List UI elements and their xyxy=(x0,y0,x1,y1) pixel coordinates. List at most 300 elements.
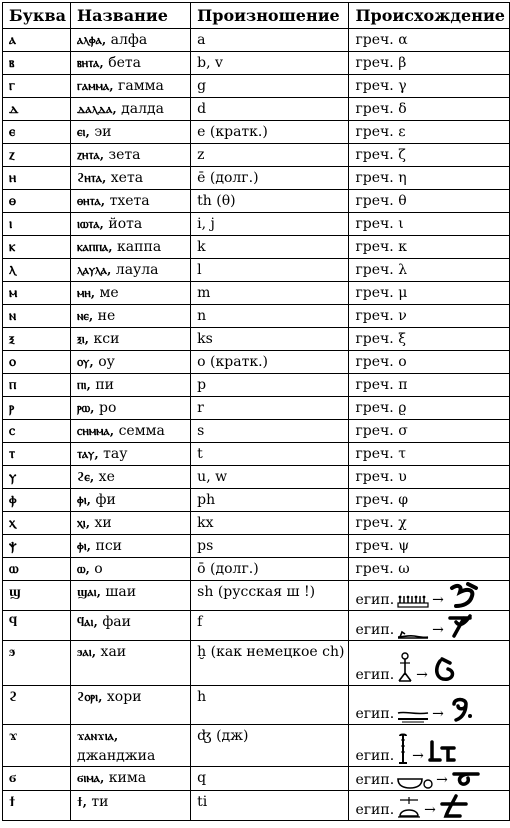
letter-name-cell xyxy=(70,282,190,305)
origin-label: греч. xyxy=(355,170,394,186)
header-origin: Происхождение xyxy=(349,3,510,29)
coptic-letter: ⲭ xyxy=(3,512,71,535)
coptic-letter: ⲗ xyxy=(3,259,71,282)
table-row xyxy=(3,791,510,821)
origin-cell xyxy=(349,725,510,767)
origin-cell xyxy=(349,443,510,466)
pronunciation: d xyxy=(191,98,349,121)
greek-source-letter: δ xyxy=(398,101,407,117)
hieroglyph-cobra-icon xyxy=(396,732,410,766)
table-row xyxy=(3,167,510,190)
coptic-name: ⲭⲓ, xyxy=(76,515,91,530)
russian-name: алфа xyxy=(106,32,148,48)
coptic-name: ⲱ, xyxy=(76,561,90,576)
origin-cell xyxy=(349,641,510,686)
origin-label: егип. xyxy=(355,592,395,608)
table-row xyxy=(3,535,510,558)
arrow-icon: → xyxy=(424,802,436,818)
origin-cell xyxy=(349,581,510,611)
russian-name: ро xyxy=(94,400,117,416)
hieroglyph-snake-icon xyxy=(396,706,430,724)
russian-name: тхета xyxy=(105,193,150,209)
coptic-name: ⲥⲏⲙⲙⲁ, xyxy=(76,423,115,438)
coptic-letter: ⲫ xyxy=(3,489,71,512)
origin-label: греч. xyxy=(355,101,394,117)
table-row xyxy=(3,259,510,282)
table-row xyxy=(3,581,510,611)
pronunciation: q xyxy=(191,767,349,791)
coptic-name: ⲕⲁⲡⲡⲁ, xyxy=(76,239,113,254)
letter-name-cell xyxy=(70,611,190,641)
hieroglyph xyxy=(396,590,430,610)
letter-name-cell xyxy=(70,75,190,98)
coptic-letter: ϩ xyxy=(3,686,71,725)
demotic-sign xyxy=(446,582,482,610)
hieroglyph xyxy=(396,704,430,724)
letter-name-cell xyxy=(70,351,190,374)
origin-cell xyxy=(349,282,510,305)
pronunciation: e (кратк.) xyxy=(191,121,349,144)
origin-cell xyxy=(349,167,510,190)
table-row xyxy=(3,144,510,167)
arrow-icon: → xyxy=(432,592,444,608)
pronunciation: ō (долг.) xyxy=(191,558,349,581)
coptic-letter: ⲝ xyxy=(3,328,71,351)
greek-source-letter: μ xyxy=(398,285,408,301)
coptic-name: ⲗⲁⲩⲗⲁ, xyxy=(76,262,112,277)
coptic-name: ϣⲁⲓ, xyxy=(76,584,101,599)
table-row xyxy=(3,121,510,144)
origin-label: греч. xyxy=(355,331,394,347)
origin-cell xyxy=(349,236,510,259)
letter-name-cell xyxy=(70,489,190,512)
letter-name-cell xyxy=(70,558,190,581)
russian-name: кси xyxy=(89,331,120,347)
coptic-name: ⲡⲓ, xyxy=(76,377,91,392)
letter-name-cell xyxy=(70,641,190,686)
coptic-letter: ⲅ xyxy=(3,75,71,98)
coptic-name: ⲝⲓ, xyxy=(76,331,90,346)
coptic-letter: ⲍ xyxy=(3,144,71,167)
coptic-letter: ϥ xyxy=(3,611,71,641)
table-row xyxy=(3,725,510,767)
pronunciation: kx xyxy=(191,512,349,535)
coptic-letter: ⲧ xyxy=(3,443,71,466)
origin-label: егип. xyxy=(355,622,395,638)
origin-cell xyxy=(349,351,510,374)
russian-name: хи xyxy=(90,515,112,531)
demotic-sign xyxy=(446,694,476,724)
coptic-letter: ⲏ xyxy=(3,167,71,190)
greek-source-letter: φ xyxy=(398,492,408,508)
origin-cell xyxy=(349,75,510,98)
hieroglyph-placenta-icon xyxy=(396,651,414,685)
pronunciation: ʤ (дж) xyxy=(191,725,349,767)
pronunciation: p xyxy=(191,374,349,397)
origin-label: греч. xyxy=(355,354,394,370)
coptic-letter: ϯ xyxy=(3,791,71,821)
letter-name-cell xyxy=(70,236,190,259)
table-body xyxy=(3,29,510,821)
origin-cell xyxy=(349,686,510,725)
russian-name: пси xyxy=(91,538,122,554)
coptic-letter: ⲓ xyxy=(3,213,71,236)
pronunciation: n xyxy=(191,305,349,328)
table-row xyxy=(3,489,510,512)
greek-source-letter: ϱ xyxy=(398,400,407,416)
egyptian-origin xyxy=(355,651,459,685)
origin-cell xyxy=(349,144,510,167)
greek-source-letter: ξ xyxy=(398,331,406,347)
pronunciation: u, w xyxy=(191,466,349,489)
origin-label: греч. xyxy=(355,308,394,324)
coptic-name: ⲉⲓ, xyxy=(76,124,90,139)
letter-name-cell xyxy=(70,443,190,466)
greek-source-letter: σ xyxy=(398,423,408,439)
origin-label: греч. xyxy=(355,55,394,71)
pronunciation: a xyxy=(191,29,349,52)
russian-name: оу xyxy=(93,354,115,370)
coptic-letter: ⲛ xyxy=(3,305,71,328)
origin-label: греч. xyxy=(355,538,394,554)
russian-name: йота xyxy=(103,216,143,232)
letter-name-cell xyxy=(70,121,190,144)
greek-source-letter: β xyxy=(398,55,407,71)
demotic-kima-icon xyxy=(450,768,480,790)
arrow-icon: → xyxy=(416,667,428,683)
coptic-name: ⲓⲱⲧⲁ, xyxy=(76,216,104,231)
letter-name-cell xyxy=(70,512,190,535)
coptic-name: ϭⲓⲙⲁ, xyxy=(76,770,105,785)
origin-cell xyxy=(349,213,510,236)
greek-source-letter: α xyxy=(398,32,408,48)
origin-label: егип. xyxy=(355,802,395,818)
hieroglyph-viper-icon xyxy=(396,626,430,640)
origin-label: греч. xyxy=(355,285,394,301)
coptic-name: ⲛⲉ, xyxy=(76,308,94,323)
origin-label: греч. xyxy=(355,561,394,577)
pronunciation: k xyxy=(191,236,349,259)
header-name: Название xyxy=(70,3,190,29)
coptic-name: ϧⲁⲓ, xyxy=(76,644,97,659)
hieroglyph xyxy=(396,651,414,685)
hieroglyph-bowl-icon xyxy=(396,776,434,790)
hieroglyph xyxy=(396,796,422,820)
coptic-name: ⲫⲓ, xyxy=(76,492,92,507)
pronunciation: r xyxy=(191,397,349,420)
russian-name: хаи xyxy=(96,644,127,660)
hieroglyph xyxy=(396,620,430,640)
coptic-name: ϥⲁⲓ, xyxy=(76,614,98,629)
coptic-name: ⲣⲱ, xyxy=(76,400,95,415)
table-row xyxy=(3,512,510,535)
origin-cell xyxy=(349,420,510,443)
pronunciation: ḫ (как немецкое ch) xyxy=(191,641,349,686)
demotic-fai-icon xyxy=(446,612,476,640)
origin-cell xyxy=(349,374,510,397)
letter-name-cell xyxy=(70,725,190,767)
coptic-letter: ⲱ xyxy=(3,558,71,581)
greek-source-letter: π xyxy=(398,377,408,393)
hieroglyph xyxy=(396,732,410,766)
demotic-ti-icon xyxy=(438,792,468,820)
table-row xyxy=(3,52,510,75)
pronunciation: ph xyxy=(191,489,349,512)
coptic-name: ⲙⲏ, xyxy=(76,285,96,300)
table-row xyxy=(3,282,510,305)
russian-name: эи xyxy=(89,124,112,140)
letter-name-cell xyxy=(70,686,190,725)
origin-label: греч. xyxy=(355,423,394,439)
demotic-sign xyxy=(450,768,480,790)
origin-cell xyxy=(349,190,510,213)
table-row xyxy=(3,190,510,213)
greek-source-letter: χ xyxy=(398,515,407,531)
greek-source-letter: κ xyxy=(398,239,407,255)
origin-label: греч. xyxy=(355,32,394,48)
origin-cell xyxy=(349,121,510,144)
russian-name: пи xyxy=(90,377,114,393)
coptic-letter: ⲩ xyxy=(3,466,71,489)
coptic-name: ϯ, xyxy=(76,794,87,809)
coptic-alphabet-table xyxy=(2,2,510,821)
table-row xyxy=(3,767,510,791)
arrow-icon: → xyxy=(412,748,424,764)
letter-name-cell xyxy=(70,791,190,821)
letter-name-cell xyxy=(70,328,190,351)
greek-source-letter: θ xyxy=(398,193,407,209)
arrow-icon: → xyxy=(436,772,448,788)
origin-label: греч. xyxy=(355,515,394,531)
table-row xyxy=(3,213,510,236)
russian-name: тау xyxy=(98,446,128,462)
coptic-letter: ⲁ xyxy=(3,29,71,52)
origin-label: греч. xyxy=(355,147,394,163)
origin-cell xyxy=(349,52,510,75)
demotic-sign xyxy=(438,792,468,820)
origin-label: греч. xyxy=(355,216,394,232)
origin-label: греч. xyxy=(355,492,394,508)
origin-label: греч. xyxy=(355,262,394,278)
letter-name-cell xyxy=(70,213,190,236)
russian-name: джанджиа xyxy=(76,748,156,764)
origin-cell xyxy=(349,98,510,121)
russian-name: фи xyxy=(91,492,116,508)
table-row xyxy=(3,98,510,121)
demotic-khai-icon xyxy=(430,655,460,685)
pronunciation: i, j xyxy=(191,213,349,236)
russian-name: каппа xyxy=(112,239,162,255)
egyptian-origin xyxy=(355,792,467,820)
coptic-name: ⲍⲏⲧⲁ, xyxy=(76,147,105,162)
origin-cell xyxy=(349,489,510,512)
header-letter: Буква xyxy=(3,3,71,29)
arrow-icon: → xyxy=(432,706,444,722)
demotic-sign xyxy=(446,612,476,640)
coptic-letter: ⲟ xyxy=(3,351,71,374)
coptic-letter: ⲙ xyxy=(3,282,71,305)
origin-label: егип. xyxy=(355,772,395,788)
coptic-letter: ⲥ xyxy=(3,420,71,443)
origin-label: греч. xyxy=(355,400,394,416)
demotic-shai-icon xyxy=(446,582,482,610)
russian-name: зета xyxy=(104,147,141,163)
russian-name: шаи xyxy=(100,584,137,600)
coptic-name: ϩⲏⲧⲁ, xyxy=(76,170,107,185)
egyptian-origin xyxy=(355,582,481,610)
coptic-name: ⲇⲁⲗⲇⲁ, xyxy=(76,101,117,116)
pronunciation: b, v xyxy=(191,52,349,75)
russian-name: хори xyxy=(102,689,142,705)
greek-source-letter: ο xyxy=(398,354,407,370)
russian-name: кима xyxy=(104,770,147,786)
origin-label: греч. xyxy=(355,124,394,140)
russian-name: хе xyxy=(94,469,115,485)
pronunciation: z xyxy=(191,144,349,167)
greek-source-letter: υ xyxy=(398,469,407,485)
letter-name-cell xyxy=(70,397,190,420)
demotic-hori-icon xyxy=(446,694,476,724)
pronunciation: ks xyxy=(191,328,349,351)
coptic-name: ϩⲟⲣⲓ, xyxy=(76,689,103,704)
letter-name-cell xyxy=(70,259,190,282)
table-row xyxy=(3,397,510,420)
greek-source-letter: γ xyxy=(398,78,407,94)
letter-name-cell xyxy=(70,52,190,75)
russian-name: не xyxy=(93,308,116,324)
table-header-row xyxy=(3,3,510,29)
letter-name-cell xyxy=(70,767,190,791)
origin-label: греч. xyxy=(355,193,394,209)
coptic-name: ϩⲉ, xyxy=(76,469,95,484)
coptic-name: ⲅⲁⲙⲙⲁ, xyxy=(76,78,114,93)
russian-name: фаи xyxy=(97,614,131,630)
russian-name: хета xyxy=(106,170,144,186)
pronunciation: s xyxy=(191,420,349,443)
origin-label: егип. xyxy=(355,748,395,764)
hieroglyph-loaf-icon xyxy=(396,796,422,820)
table-row xyxy=(3,236,510,259)
greek-source-letter: λ xyxy=(398,262,408,278)
letter-name-cell xyxy=(70,535,190,558)
coptic-name: ⲑⲏⲧⲁ, xyxy=(76,193,106,208)
russian-name: гамма xyxy=(113,78,164,94)
egyptian-origin xyxy=(355,768,479,790)
greek-source-letter: ψ xyxy=(398,538,410,554)
egyptian-origin xyxy=(355,612,475,640)
coptic-name: ⲃⲏⲧⲁ, xyxy=(76,55,104,70)
pronunciation: th (θ) xyxy=(191,190,349,213)
coptic-letter: ϫ xyxy=(3,725,71,767)
pronunciation: ē (долг.) xyxy=(191,167,349,190)
origin-cell xyxy=(349,611,510,641)
table-row xyxy=(3,686,510,725)
coptic-letter: ϧ xyxy=(3,641,71,686)
hieroglyph xyxy=(396,770,434,790)
origin-cell xyxy=(349,29,510,52)
table-row xyxy=(3,558,510,581)
origin-label: греч. xyxy=(355,377,394,393)
arrow-icon: → xyxy=(432,622,444,638)
origin-label: егип. xyxy=(355,706,395,722)
coptic-name: ⲧⲁⲩ, xyxy=(76,446,99,461)
origin-cell xyxy=(349,791,510,821)
coptic-letter: ⲕ xyxy=(3,236,71,259)
pronunciation: f xyxy=(191,611,349,641)
pronunciation: l xyxy=(191,259,349,282)
coptic-letter: ⲑ xyxy=(3,190,71,213)
origin-label: греч. xyxy=(355,469,394,485)
coptic-letter: ⲣ xyxy=(3,397,71,420)
letter-name-cell xyxy=(70,167,190,190)
coptic-alphabet-table-container xyxy=(2,2,510,821)
russian-name: семма xyxy=(114,423,165,439)
coptic-name: ⲁⲗⲫⲁ, xyxy=(76,32,107,47)
pronunciation: g xyxy=(191,75,349,98)
origin-cell xyxy=(349,397,510,420)
coptic-letter: ϭ xyxy=(3,767,71,791)
coptic-letter: ⲉ xyxy=(3,121,71,144)
greek-source-letter: ζ xyxy=(398,147,406,163)
origin-label: греч. xyxy=(355,78,394,94)
table-row xyxy=(3,328,510,351)
pronunciation: h xyxy=(191,686,349,725)
greek-source-letter: ε xyxy=(398,124,406,140)
coptic-letter: ⲇ xyxy=(3,98,71,121)
origin-cell xyxy=(349,535,510,558)
coptic-name: ⲟⲩ, xyxy=(76,354,94,369)
table-row xyxy=(3,641,510,686)
letter-name-cell xyxy=(70,190,190,213)
russian-name: ти xyxy=(86,794,109,810)
table-row xyxy=(3,420,510,443)
origin-cell xyxy=(349,466,510,489)
coptic-name: ⲫⲓ, xyxy=(76,538,92,553)
russian-name: лаула xyxy=(111,262,159,278)
origin-cell xyxy=(349,558,510,581)
pronunciation: t xyxy=(191,443,349,466)
table-row xyxy=(3,611,510,641)
demotic-sign xyxy=(430,655,460,685)
pronunciation: sh (русская ш !) xyxy=(191,581,349,611)
demotic-djandja-icon xyxy=(426,738,456,766)
letter-name-cell xyxy=(70,374,190,397)
greek-source-letter: ν xyxy=(398,308,407,324)
greek-source-letter: ω xyxy=(398,561,410,577)
greek-source-letter: η xyxy=(398,170,407,186)
letter-name-cell xyxy=(70,420,190,443)
table-row xyxy=(3,75,510,98)
letter-name-cell xyxy=(70,581,190,611)
coptic-letter: ⲡ xyxy=(3,374,71,397)
table-row xyxy=(3,351,510,374)
russian-name: бета xyxy=(103,55,142,71)
origin-cell xyxy=(349,512,510,535)
pronunciation: ps xyxy=(191,535,349,558)
origin-label: егип. xyxy=(355,667,395,683)
header-pronunciation: Произношение xyxy=(191,3,349,29)
table-row xyxy=(3,374,510,397)
origin-cell xyxy=(349,305,510,328)
pronunciation: o (кратк.) xyxy=(191,351,349,374)
russian-name: далда xyxy=(116,101,164,117)
coptic-letter: ϣ xyxy=(3,581,71,611)
russian-name: о xyxy=(89,561,103,577)
table-row xyxy=(3,443,510,466)
egyptian-origin xyxy=(355,732,455,766)
origin-label: греч. xyxy=(355,446,394,462)
origin-cell xyxy=(349,767,510,791)
